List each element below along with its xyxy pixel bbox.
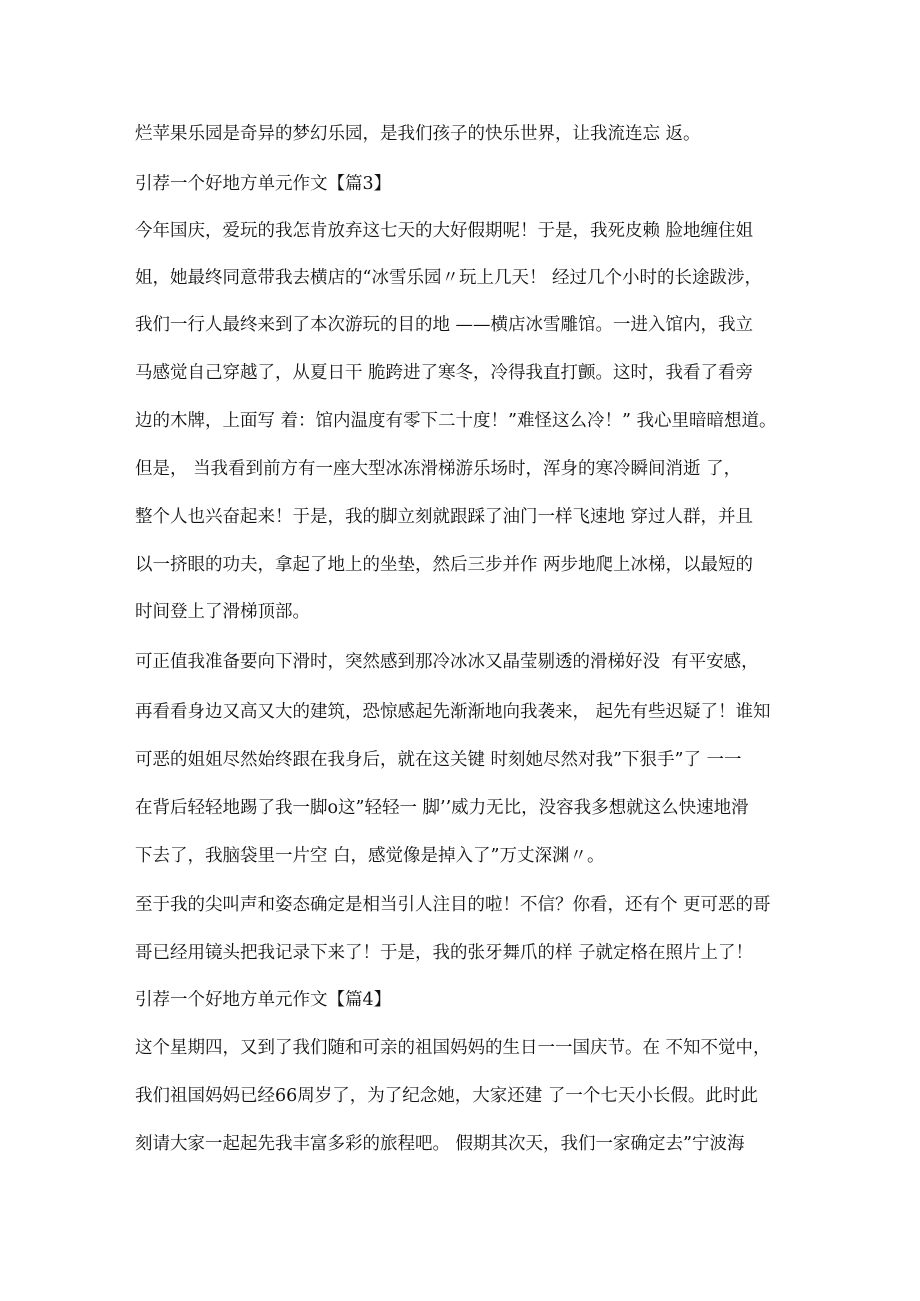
paragraph-line: 下去了，我脑袋里一片空 白，感觉像是掉入了”万丈深渊〃。: [135, 846, 605, 866]
paragraph-line: 时间登上了滑梯顶部。: [135, 602, 310, 622]
section-heading: 引荐一个好地方单元作文【篇4】: [135, 990, 392, 1010]
paragraph-line: 烂苹果乐园是奇异的梦幻乐园，是我们孩子的快乐世界，让我流连忘 返。: [135, 124, 701, 144]
paragraph-line: 整个人也兴奋起来！于是，我的脚立刻就跟踩了油门一样飞速地 穿过人群，并且: [135, 507, 754, 527]
paragraph-line: 但是， 当我看到前方有一座大型冰冻滑梯游乐场时，浑身的寒冷瞬间消逝 了，: [135, 459, 742, 479]
paragraph-line: 至于我的尖叫声和姿态确定是相当引人注目的啦！不信？你看，还有个 更可恶的哥: [135, 895, 771, 915]
paragraph-line: 姐，她最终同意带我去横店的“冰雪乐园〃玩上几天！ 经过几个小时的长途跋涉，: [135, 268, 763, 288]
paragraph-line: 再看看身边又高又大的建筑，恐惊感起先渐渐地向我袭来， 起先有些迟疑了！谁知: [135, 702, 771, 722]
paragraph-line: 这个星期四，又到了我们随和可亲的祖国妈妈的生日一一国庆节。在 不知不觉中，: [135, 1038, 771, 1058]
paragraph-line: 马感觉自己穿越了，从夏日干 脆跨进了寒冬，冷得我直打颤。这时，我看了看旁: [135, 363, 754, 383]
paragraph-line: 今年国庆，爱玩的我怎肯放弃这七天的大好假期呢！于是，我死皮赖 脸地缠住姐: [135, 221, 754, 241]
paragraph-line: 在背后轻轻地踢了我一脚o这”轻轻一 脚’’威力无比，没容我多想就这么快速地滑: [135, 798, 749, 818]
paragraph-line: 我们一行人最终来到了本次游玩的目的地 ——横店冰雪雕馆。一进入馆内，我立: [135, 315, 754, 335]
paragraph-line: 边的木牌，上面写 着：馆内温度有零下二十度！”难怪这么冷！” 我心里暗暗想道。: [135, 411, 777, 431]
paragraph-line: 我们祖国妈妈已经66周岁了，为了纪念她，大家还建 了一个七天小长假。此时此: [135, 1086, 758, 1106]
paragraph-line: 哥已经用镜头把我记录下来了！于是，我的张牙舞爪的样 子就定格在照片上了！: [135, 943, 754, 963]
paragraph-line: 刻请大家一起起先我丰富多彩的旅程吧。 假期其次天，我们一家确定去”宁波海: [135, 1134, 745, 1154]
section-heading: 引荐一个好地方单元作文【篇3】: [135, 174, 392, 194]
paragraph-line: 可恶的姐姐尽然始终跟在我身后，就在这关键 时刻她尽然对我”下狠手”了 一一: [135, 750, 742, 770]
paragraph-line: 以一挤眼的功夫，拿起了地上的坐垫，然后三步并作 两步地爬上冰梯，以最短的: [135, 555, 754, 575]
paragraph-line: 可正值我准备要向下滑时，突然感到那冷冰冰又晶莹剔透的滑梯好没 有平安感，: [135, 652, 759, 672]
